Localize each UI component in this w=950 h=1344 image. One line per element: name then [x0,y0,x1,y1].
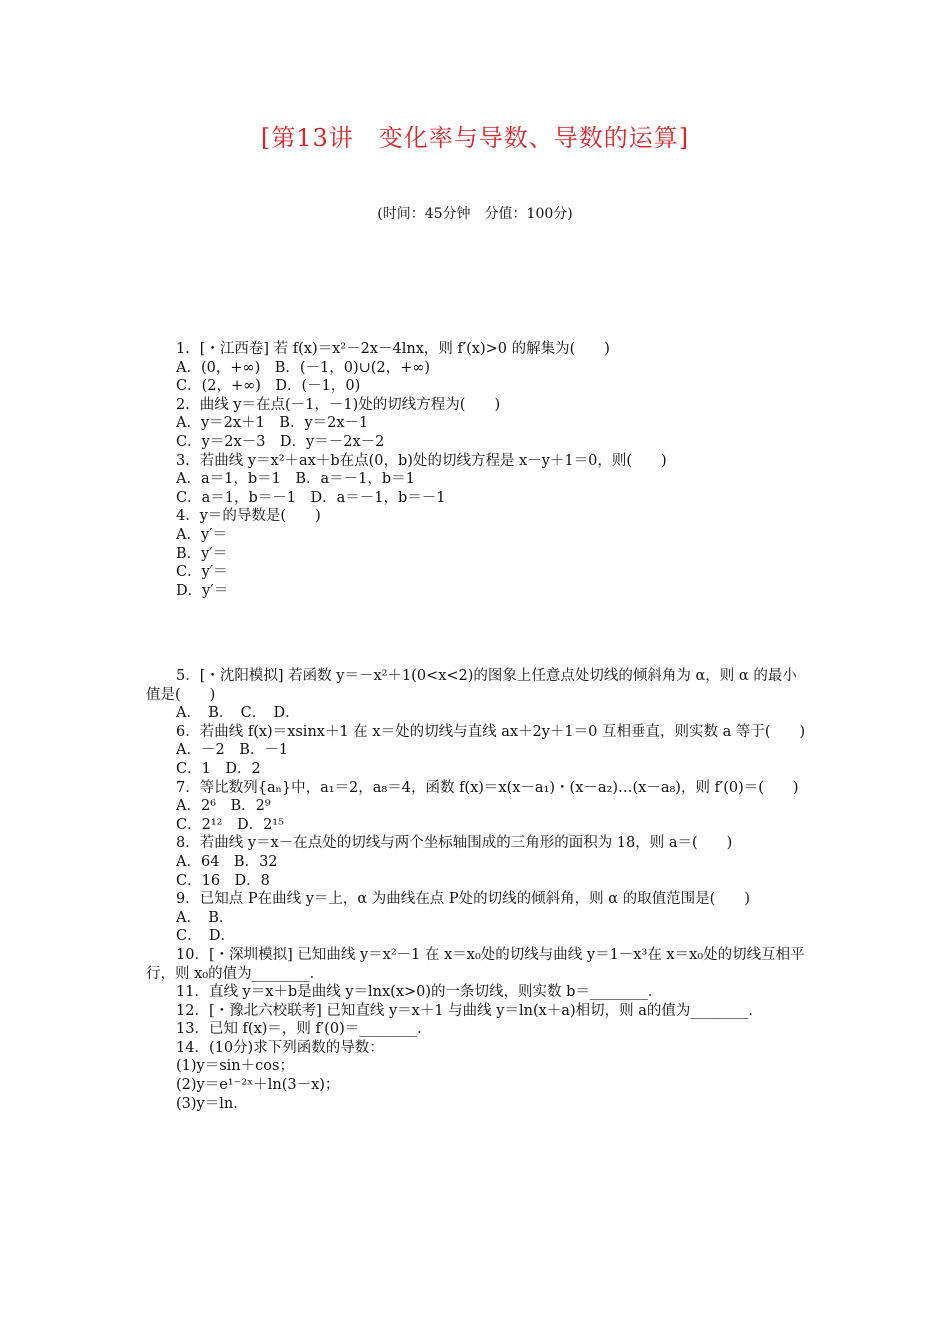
q14-part3: (3)y＝ln. [176,1095,238,1112]
time-score-info: (时间：45分钟 分值：100分) [377,206,573,222]
q14-stem: 14．(10分)求下列函数的导数： [176,1039,384,1056]
q9-options-cd: C． D． [176,928,235,945]
q5-options: A． B． C． D． [176,705,300,722]
q4-option-c: C．y′＝ [176,564,228,581]
q7-stem: 7．等比数列{aₙ}中，a₁＝2，a₈＝4，函数 f(x)＝x(x－a₁)・(x－a₂)…(x－a₈)，则 f′(0)＝( ) [176,779,799,796]
q4-option-b: B．y′＝ [176,545,228,562]
q4-stem: 4．y＝的导数是( ) [176,508,321,525]
q7-options-ab: A．2⁶ B．2⁹ [176,798,271,815]
q14-part2: (2)y＝e¹⁻²ˣ＋ln(3－x)； [176,1077,340,1094]
q4-option-a: A．y′＝ [176,526,227,543]
q7-options-cd: C．2¹² D．2¹⁵ [176,816,284,833]
q8-stem: 8．若曲线 y＝x－在点处的切线与两个坐标轴围成的三角形的面积为 18，则 a＝( ) [176,835,733,852]
q1-options-cd: C．(2，+∞) D．(－1，0) [176,378,361,395]
q2-options-cd: C．y＝2x－3 D．y＝－2x－2 [176,433,385,450]
q8-options-cd: C．16 D．8 [176,872,270,889]
q11-stem: 11．直线 y＝x＋b是曲线 y＝lnx(x>0)的一条切线，则实数 b＝________． [176,984,663,1001]
q6-options-cd: C．1 D．2 [176,760,261,777]
questions-part1 [146,340,810,600]
q3-stem: 3．若曲线 y＝x²＋ax＋b在点(0，b)处的切线方程是 x－y＋1＝0，则( ) [176,452,667,469]
q13-stem: 13．已知 f(x)＝，则 f′(0)＝________． [176,1021,432,1038]
q1-options-ab: A．(0，+∞) B．(－1，0)∪(2，+∞) [176,359,431,376]
q1-stem: 1．[・江西卷] 若 f(x)＝x²－2x－4lnx，则 f′(x)>0 的解集为( ) [176,341,610,357]
q8-options-ab: A．64 B．32 [176,853,278,870]
q4-option-d: D．y′＝ [176,582,229,599]
q3-options-ab: A．a＝1，b＝1 B．a＝－1，b＝1 [176,471,415,488]
page-title: [第13讲 变化率与导数、导数的运算] [260,124,690,152]
questions-part2 [146,667,810,1113]
q5-stem: 5．[・沈阳模拟] 若函数 y＝－x²＋1(0<x<2)的图象上任意点处切线的倾斜角为 α，则 α 的最小值是( ) [146,668,797,703]
q2-stem: 2．曲线 y＝在点(－1，－1)处的切线方程为( ) [176,396,501,413]
q9-options-ab: A． B． [176,909,234,926]
q6-options-ab: A．－2 B．－1 [176,742,289,759]
q3-options-cd: C．a＝1，b＝－1 D．a＝－1，b＝－1 [176,489,446,506]
q2-options-ab: A．y＝2x＋1 B．y＝2x－1 [176,415,369,432]
q6-stem: 6．若曲线 f(x)＝xsinx＋1 在 x＝处的切线与直线 ax＋2y＋1＝0 互相垂直，则实数 a 等于( ) [176,723,806,740]
q12-stem: 12．[・豫北六校联考] 已知直线 y＝x＋1 与曲线 y＝ln(x＋a)相切，则 a的值为________． [176,1002,763,1019]
q14-part1: (1)y＝sin＋cos； [176,1058,294,1075]
q9-stem: 9．已知点 P在曲线 y＝上，α 为曲线在点 P处的切线的倾斜角，则 α 的取值范围是( ) [176,891,750,908]
q10-stem: 10．[・深圳模拟] 已知曲线 y＝x²－1 在 x＝x₀处的切线与曲线 y＝1－x³在 x＝x₀处的切线互相平行，则 x₀的值为________． [146,946,805,982]
